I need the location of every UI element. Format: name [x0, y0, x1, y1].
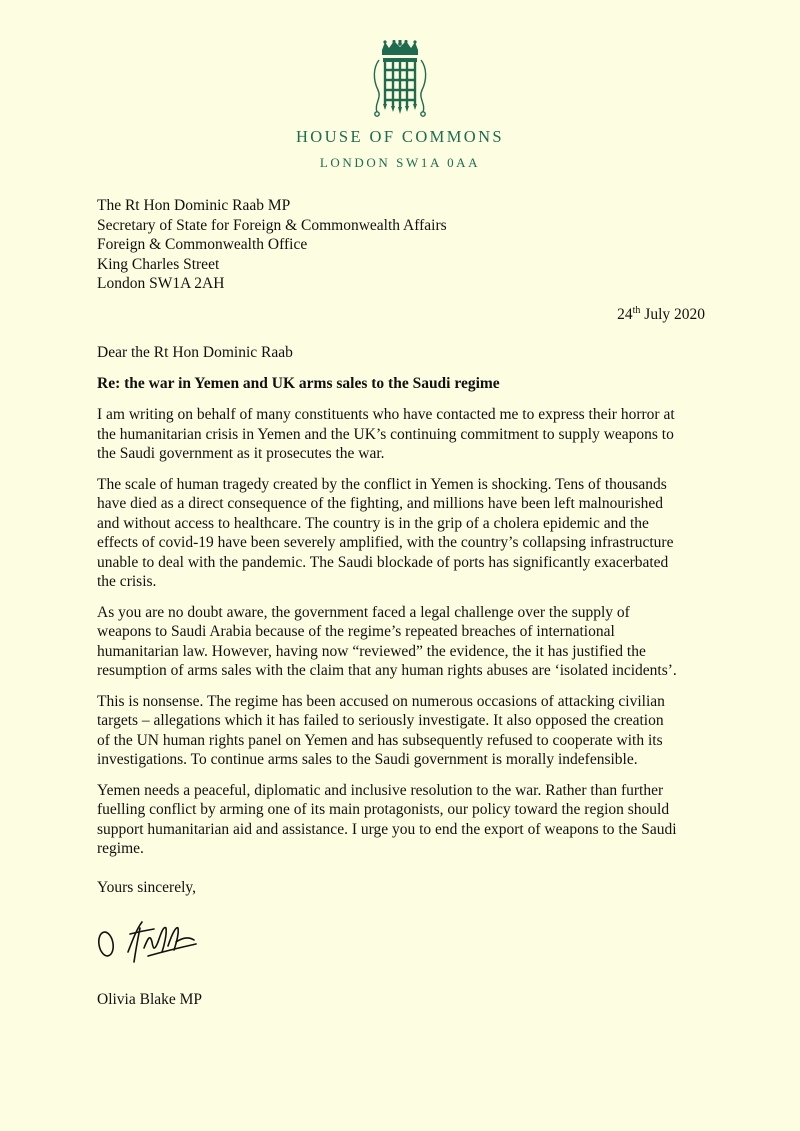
recipient-line: Foreign & Commonwealth Office: [97, 236, 308, 253]
body-line: This is nonsense. The regime has been accused on numerous occasions of attacking civilian: [97, 692, 665, 710]
letter-date: [617, 306, 705, 324]
body-line: of the UN human rights panel on Yemen and has subsequently refused to cooperate with its: [97, 731, 663, 749]
body-line: fuelling conflict by arming one of its main protagonists, our policy toward the region should: [97, 801, 670, 818]
body-line: and without access to healthcare. The country is in the grip of a cholera epidemic and the: [97, 514, 649, 532]
recipient-line: The Rt Hon Dominic Raab MP: [97, 197, 291, 214]
body-line: weapons to Saudi Arabia because of the regime’s repeated breaches of international: [97, 623, 615, 640]
recipient-line: London SW1A 2AH: [97, 275, 225, 292]
body-paragraph: [97, 475, 712, 592]
recipient-line: Secretary of State for Foreign & Commonwealth Affairs: [97, 216, 447, 234]
date-month-year: July 2020: [644, 306, 705, 323]
salutation: Dear the Rt Hon Dominic Raab: [97, 344, 293, 361]
date-suffix: th: [632, 304, 641, 316]
body-line: have died as a direct consequence of the fighting, and millions have been left malnourished: [97, 495, 663, 512]
closing: Yours sincerely,: [97, 879, 197, 896]
body-line: regime.: [97, 840, 144, 857]
body-line: support humanitarian aid and assistance. I urge you to end the export of weapons to the Saudi: [97, 820, 677, 838]
body-line: investigations. To continue arms sales to the Saudi government is morally indefensible.: [97, 751, 638, 768]
body-line: humanitarian law. However, having now “reviewed” the evidence, the it has justified the: [97, 642, 646, 660]
body-line: resumption of arms sales with the claim that any human rights abuses are ‘isolated incidents’.: [97, 662, 677, 679]
letter-body: [97, 405, 712, 870]
body-line: I am writing on behalf of many constituents who have contacted me to express their horror at: [97, 406, 675, 423]
body-paragraph: [97, 692, 712, 770]
body-line: The scale of human tragedy created by the conflict in Yemen is shocking. Tens of thousands: [97, 475, 667, 493]
subject-line: Re: the war in Yemen and UK arms sales to the Saudi regime: [97, 375, 500, 392]
body-paragraph: [97, 405, 712, 464]
signatory-name: Olivia Blake MP: [97, 991, 203, 1008]
body-line: the crisis.: [97, 573, 157, 590]
body-line: the humanitarian crisis in Yemen and the UK’s continuing commitment to supply weapons to: [97, 425, 674, 443]
recipient-address: [97, 196, 447, 294]
date-day: 24: [617, 306, 633, 323]
body-paragraph: [97, 603, 712, 681]
body-line: effects of covid-19 have been severely amplified, with the country’s collapsing infrastructure: [97, 534, 674, 551]
body-line: Yemen needs a peaceful, diplomatic and inclusive resolution to the war. Rather than further: [97, 781, 664, 799]
body-paragraph: [97, 781, 712, 859]
signature-image: [92, 912, 212, 972]
body-line: As you are no doubt aware, the government faced a legal challenge over the supply of: [97, 603, 630, 621]
portcullis-crest-icon: [370, 40, 430, 120]
body-line: targets – allegations which it has failed to seriously investigate. It also opposed the creation: [97, 712, 664, 729]
letterhead-address: LONDON SW1A 0AA: [319, 155, 481, 170]
recipient-line: King Charles Street: [97, 255, 220, 273]
body-line: unable to deal with the pandemic. The Saudi blockade of ports has significantly exacerbated: [97, 553, 669, 571]
letterhead-title: HOUSE OF COMMONS: [295, 127, 505, 146]
body-line: the Saudi government as it prosecutes the war.: [97, 445, 385, 462]
